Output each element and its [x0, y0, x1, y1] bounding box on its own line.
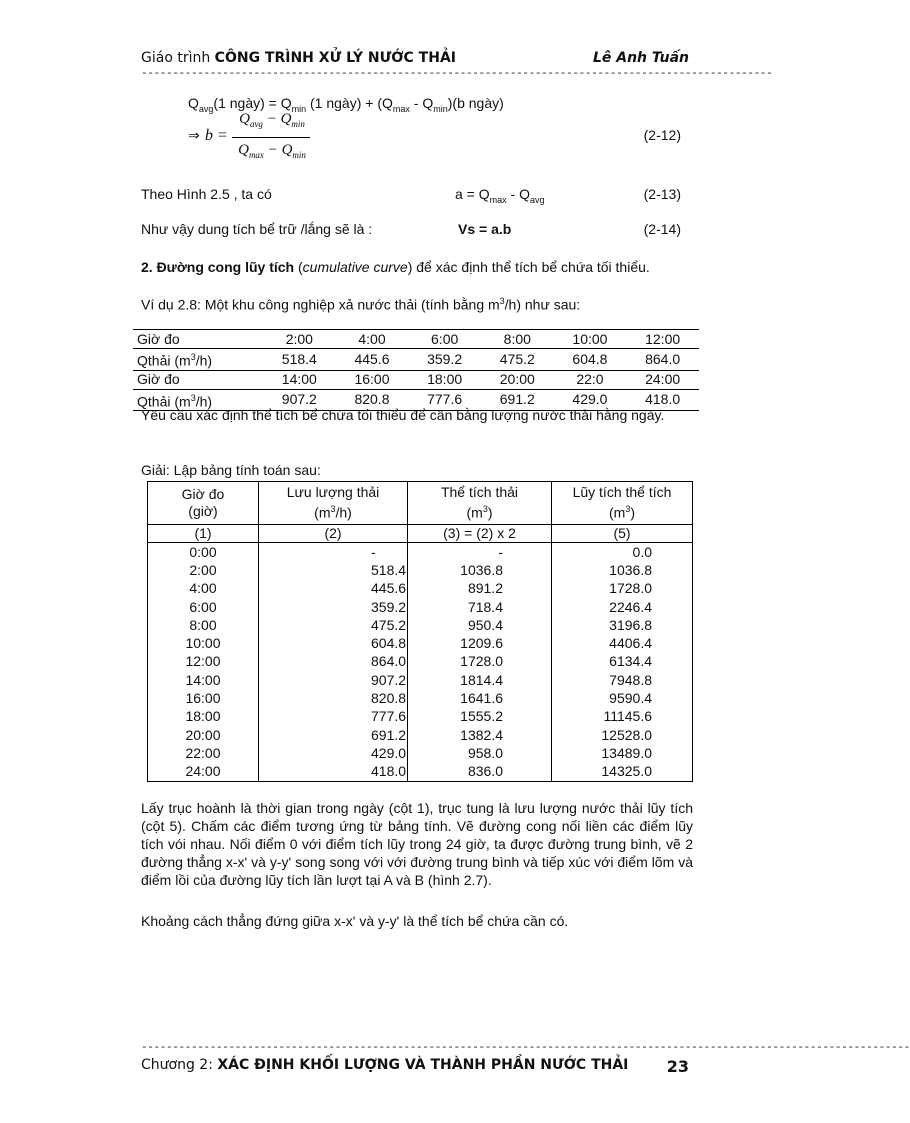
table-value: 13489.0: [601, 744, 652, 761]
table-value: 10:00: [185, 635, 221, 652]
table-cell: 445.6: [336, 349, 409, 371]
page-header: [141, 50, 689, 66]
requirement-text: Yêu cầu xác định thể tích bể chứa tối thiểu để cân bằng lượng nước thải hằng ngày.: [141, 407, 665, 423]
table-value: 11145.6: [603, 708, 652, 725]
table-value: 907.2: [371, 671, 407, 688]
fraction-denominator: $Q_{max} - Q_{min}$: [238, 142, 306, 160]
table-value: 820.8: [371, 690, 407, 707]
table-value: 429.0: [371, 744, 407, 761]
table-value: 0:00: [189, 543, 217, 560]
table-value: 18:00: [185, 708, 221, 725]
page-number: 23: [666, 1057, 689, 1076]
table-value: 475.2: [371, 616, 407, 633]
table-cell: 22:0: [554, 370, 627, 389]
table-row: [133, 330, 699, 349]
table-value: 24:00: [185, 763, 221, 780]
row-label: Giờ đo: [133, 370, 263, 389]
table-value: 7948.8: [609, 671, 652, 688]
solution-intro: Giải: Lập bảng tính toán sau:: [141, 462, 321, 478]
equation-vs-line: Như vậy dung tích bể trữ /lắng sẽ là : Vs = a.b (2-14): [141, 221, 681, 237]
header-author: Lê Anh Tuấn: [592, 50, 689, 66]
section-heading: 2. Đường cong lũy tích (cumulative curve) để xác định thể tích bể chứa tối thiểu.: [141, 259, 650, 275]
table-value: -: [498, 543, 503, 560]
table-value: 2246.4: [609, 598, 652, 615]
table-value: 1555.2: [460, 708, 503, 725]
table-header-row: Giờ đo (giờ) Lưu lượng thải $(m^3/h)$ Thể tích thải $(m^3)$ Lũy tích thể tích $(m^3)$: [148, 482, 693, 525]
table-value: -: [371, 543, 376, 560]
example-statement: Ví dụ 2.8: Một khu công nghiệp xả nước thải (tính bằng $m^3/h$) như sau:: [141, 296, 581, 313]
table-value: 4:00: [189, 580, 217, 597]
table-value: 20:00: [185, 726, 221, 743]
table-cell: 16:00: [336, 370, 409, 389]
input-data-table: [133, 329, 699, 411]
fraction-numerator: $Q_{avg} - Q_{min}$: [239, 111, 305, 129]
table-cell: 864.0: [626, 349, 699, 371]
table-value: 16:00: [185, 690, 221, 707]
table-value: 950.4: [467, 616, 503, 633]
table-value: 22:00: [185, 744, 221, 761]
table-value: 1036.8: [609, 561, 652, 578]
table-value: 1382.4: [460, 726, 503, 743]
table-row: [133, 370, 699, 389]
explanation-paragraph: Lấy trục hoành là thời gian trong ngày (cột 1), trục tung là lưu lượng nước thải lũy tích (cột 5). Chấm các điểm tương ứng từ bảng tính. Vẽ đường cong nối liền các điểm lũy tích vói nhau. Nối điểm 0 với điểm tích lũy trong 24 giờ, ta được đường trung bình, vẽ 2 đường thẳng x-x' và y-y' song song với với đường trung bình và tiếp xúc với điểm lõm và điểm lồi của đường lũy tích lần lượt tại A và B (hình 2.7).: [141, 800, 693, 888]
table-value: 8:00: [189, 616, 217, 633]
table-cell: 18:00: [408, 370, 481, 389]
equation-number-2-12: (2-12): [643, 127, 681, 143]
table-cell: 20:00: [481, 370, 554, 389]
page-footer: Chương 2: XÁC ĐỊNH KHỐI LƯỢNG VÀ THÀNH PHẦN NƯỚC THẢI 23: [141, 1057, 689, 1076]
table-value: 9590.4: [609, 690, 652, 707]
equation-vs: Vs = a.b: [458, 221, 512, 237]
table-value: 2:00: [189, 561, 217, 578]
table-cell: 907.2: [263, 389, 336, 411]
table-cell: 691.2: [481, 389, 554, 411]
implies-symbol: ⇒: [188, 127, 200, 143]
equation-a-line: Theo Hình 2.5 , ta có $a = Q_{max} - Q_{avg}$ (2-13): [141, 186, 681, 205]
table-value: 891.2: [467, 580, 503, 597]
table-cell: 418.0: [626, 389, 699, 411]
table-cell: 8:00: [481, 330, 554, 349]
table-value: 1209.6: [460, 635, 503, 652]
table-value: 0.0: [632, 543, 652, 560]
table-cell: 4:00: [336, 330, 409, 349]
table-cell: 820.8: [336, 389, 409, 411]
equation-qavg: $Q_{avg}(1$ ngày) = $Q_{min}$ (1 ngày) + $(Q_{max} - Q_{min})(b$ ngày): [188, 95, 504, 114]
table-value: 359.2: [371, 598, 407, 615]
row-label: Giờ đo: [133, 330, 263, 349]
table-value: 1641.6: [460, 690, 503, 707]
table-value: 4406.4: [609, 635, 652, 652]
fraction-bar: [232, 137, 310, 138]
table-value: 604.8: [371, 635, 407, 652]
table-value: 6134.4: [609, 653, 652, 670]
table-cell: 475.2: [481, 349, 554, 371]
row-label: Qthải $(m^3/h)$: [133, 349, 263, 371]
header-title: CÔNG TRÌNH XỬ LÝ NƯỚC THẢI: [214, 50, 456, 66]
table-value: 718.4: [467, 598, 503, 615]
header-prefix: Giáo trình: [141, 50, 215, 66]
table-value: 864.0: [371, 653, 407, 670]
table-value: 836.0: [467, 763, 503, 780]
table-value: 418.0: [371, 763, 407, 780]
table-value: 14:00: [185, 671, 221, 688]
table-value: 691.2: [371, 726, 407, 743]
table-body: [148, 542, 693, 781]
table-value: 12528.0: [601, 726, 652, 743]
table-value: 14325.0: [601, 763, 652, 780]
table-cell: 24:00: [626, 370, 699, 389]
table-value: 445.6: [371, 580, 407, 597]
b-lhs: b =: [205, 127, 228, 144]
table-value: 1728.0: [609, 580, 652, 597]
table-row: [133, 349, 699, 371]
table-column-number-row: (1) (2) (3) = (2) x 2 (5): [148, 524, 693, 542]
table-cell: 359.2: [408, 349, 481, 371]
row-label: Qthải $(m^3/h)$: [133, 389, 263, 411]
table-cell: 2:00: [263, 330, 336, 349]
table-value: 958.0: [467, 744, 503, 761]
table-value: 1814.4: [460, 671, 503, 688]
table-value: 12:00: [185, 653, 221, 670]
table-cell: 604.8: [554, 349, 627, 371]
table-cell: 14:00: [263, 370, 336, 389]
table-value: 1728.0: [460, 653, 503, 670]
table-value: 518.4: [371, 561, 407, 578]
footer-rule: ---------------------------------------------------------------------------------------------------------------------------: [141, 1042, 910, 1054]
calculation-table: [147, 481, 693, 782]
table-cell: 10:00: [554, 330, 627, 349]
conclusion-paragraph: Khoảng cách thẳng đứng giữa x-x' và y-y' là thể tích bể chứa cần có.: [141, 913, 569, 929]
table-cell: 12:00: [626, 330, 699, 349]
table-cell: 777.6: [408, 389, 481, 411]
footer-chapter-title: XÁC ĐỊNH KHỐI LƯỢNG VÀ THÀNH PHẦN NƯỚC THẢI: [217, 1057, 629, 1073]
table-value: 6:00: [189, 598, 217, 615]
table-cell: 429.0: [554, 389, 627, 411]
equation-number-2-13: (2-13): [643, 186, 681, 202]
equation-a: $a = Q_{max} - Q_{avg}$: [455, 186, 545, 205]
table-value: 3196.8: [609, 616, 652, 633]
equation-number-2-14: (2-14): [643, 221, 681, 237]
table-value: 777.6: [371, 708, 407, 725]
table-cell: 518.4: [263, 349, 336, 371]
header-rule: -----------------------------------------------------------------------------------------------------: [141, 68, 773, 80]
table-value: 1036.8: [460, 561, 503, 578]
table-cell: 6:00: [408, 330, 481, 349]
